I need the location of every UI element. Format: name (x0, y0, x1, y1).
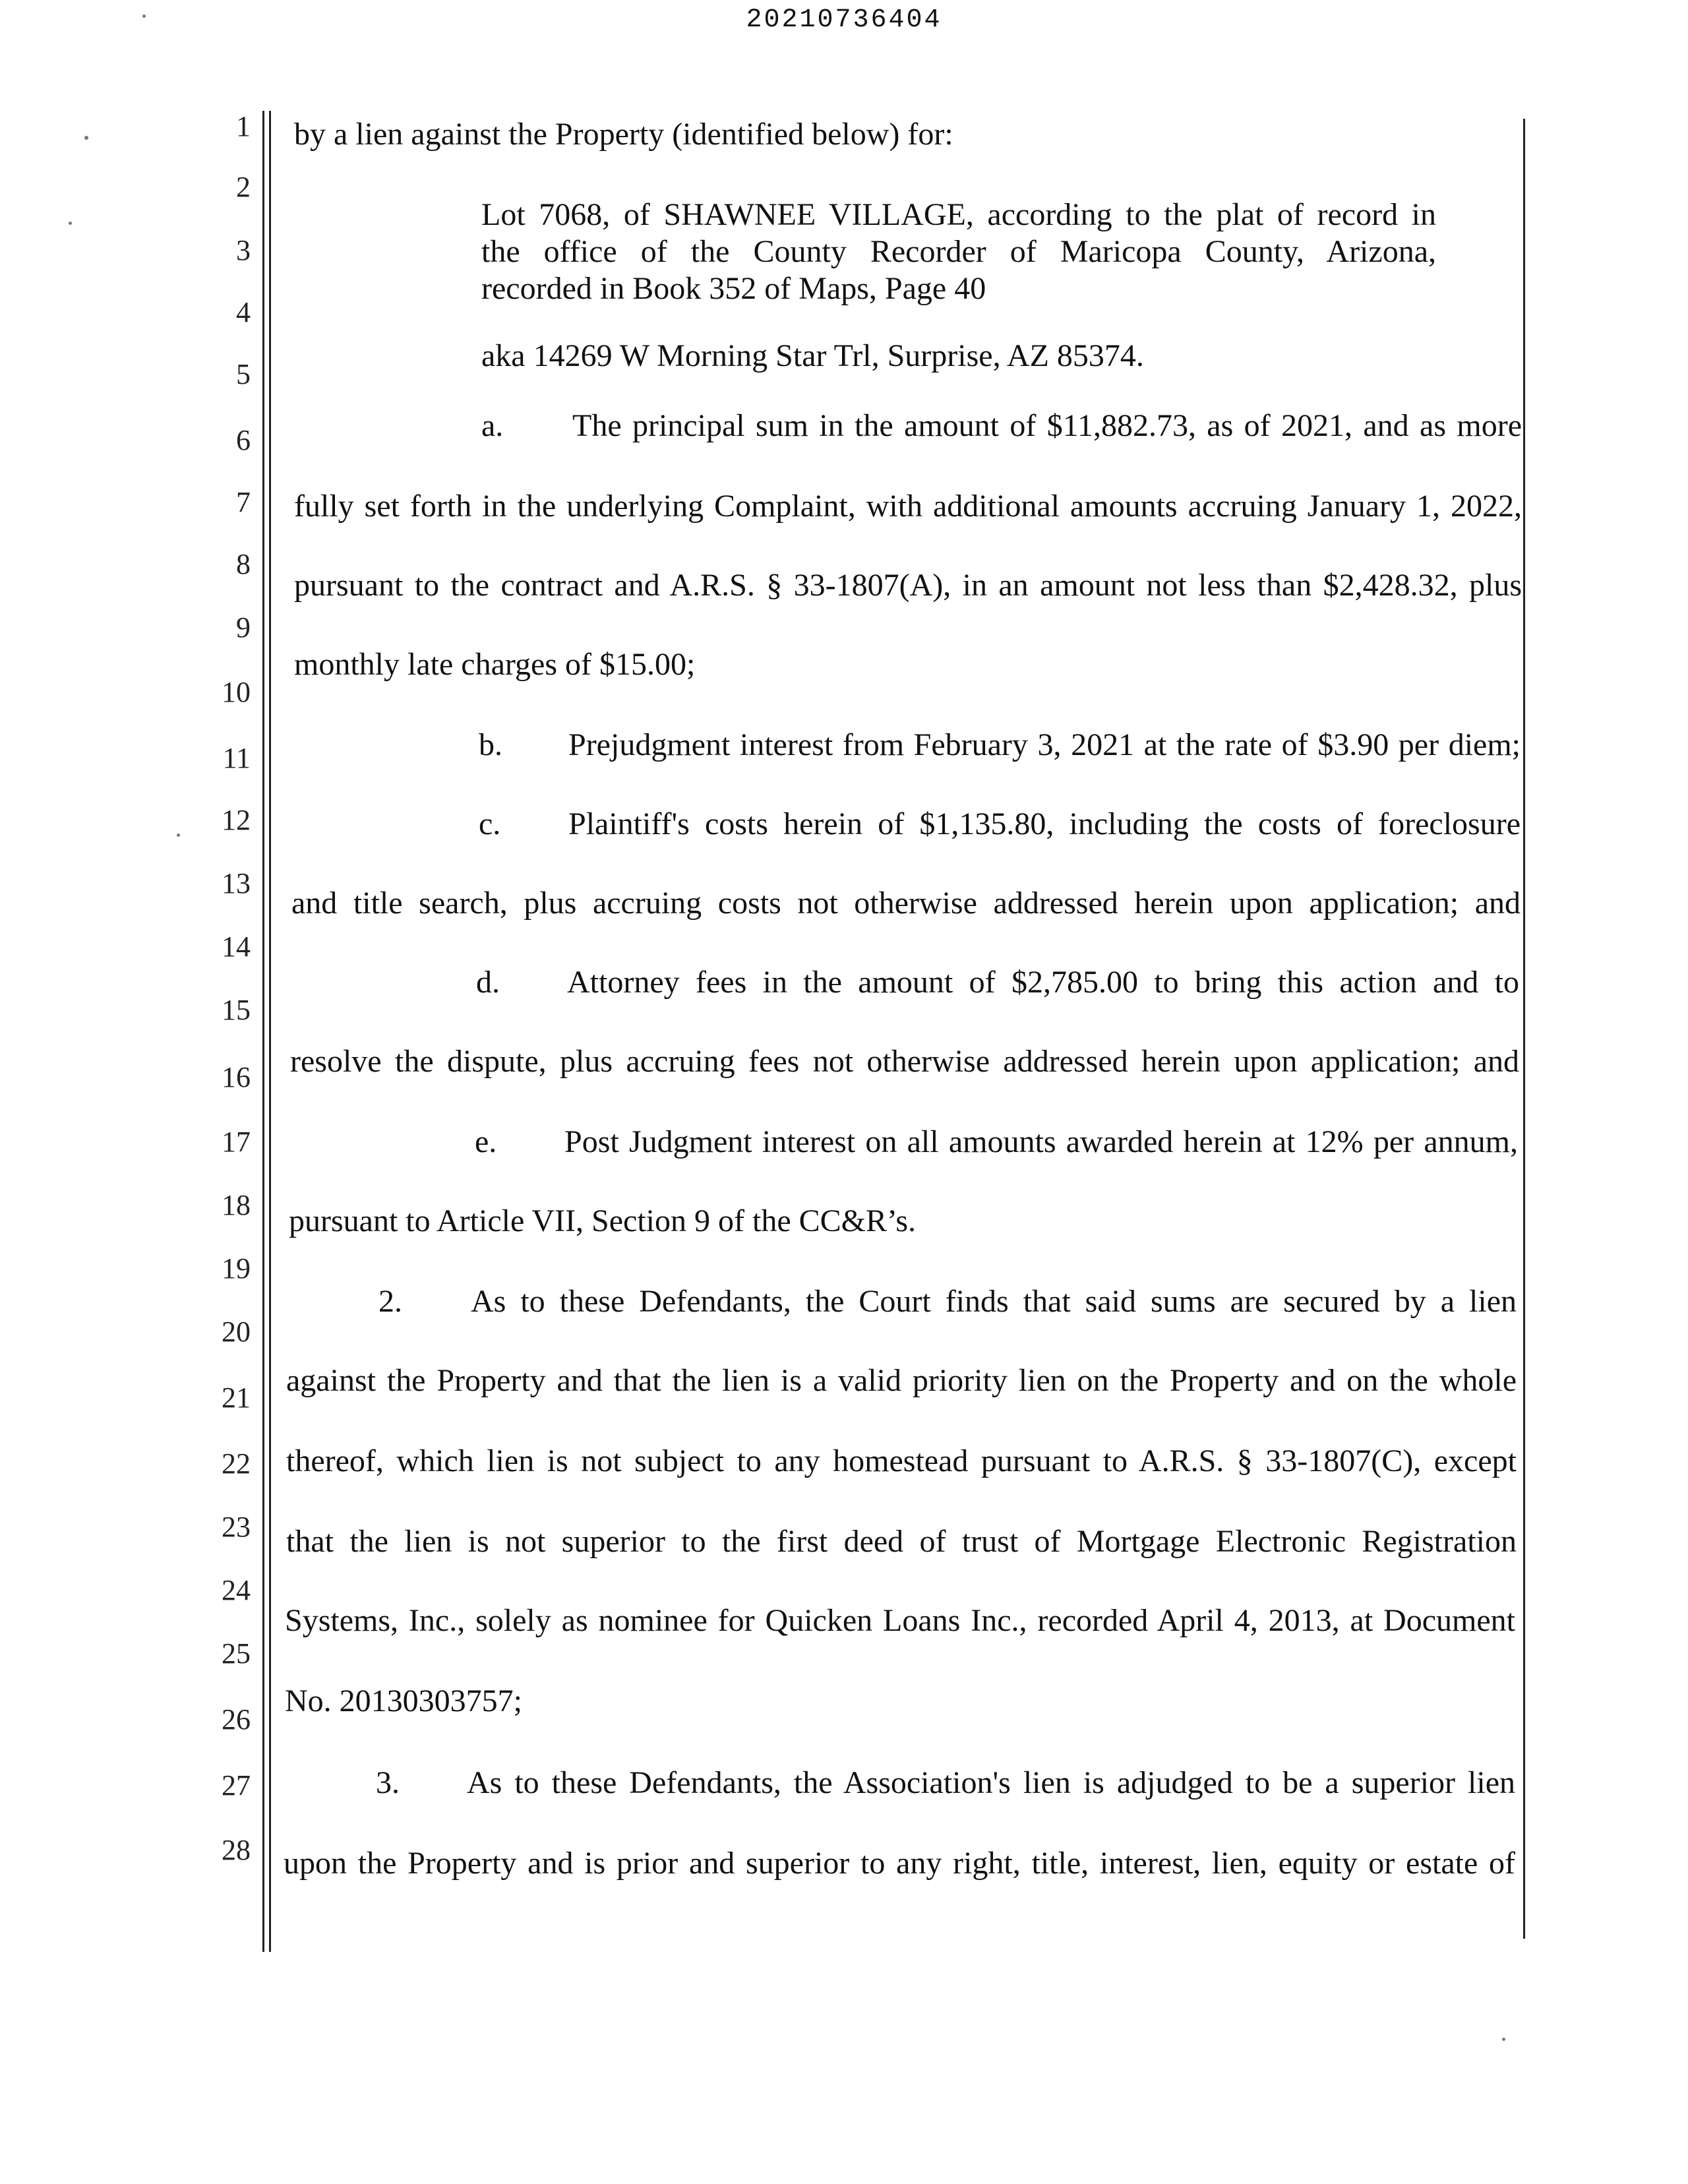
item-b-line: Prejudgment interest from February 3, 2021 at the rate of $3.90 per diem; (568, 727, 1521, 762)
paragraph-3-label: 3. (376, 1765, 400, 1800)
item-a-line: pursuant to the contract and A.R.S. § 33-1807(A), in an amount not less than $2,428.32, plus (294, 568, 1522, 603)
item-e-label: e. (475, 1124, 497, 1159)
paragraph-3-line: As to these Defendants, the Association's lien is adjudged to be a superior lien (467, 1765, 1515, 1800)
line-number: 7 (236, 486, 251, 518)
paragraph-2-line: that the lien is not superior to the first deed of trust of Mortgage Electronic Registration (286, 1524, 1517, 1559)
line-number: 19 (222, 1252, 251, 1285)
paragraph-2-line: against the Property and that the lien is a valid priority lien on the Property and on the whole (286, 1363, 1517, 1398)
line-number: 8 (236, 548, 251, 580)
paragraph-2-line: thereof, which lien is not subject to any homestead pursuant to A.R.S. § 33-1807(C), except (286, 1443, 1517, 1478)
paragraph-3-line: upon the Property and is prior and superior to any right, title, interest, lien, equity or estate of (284, 1846, 1515, 1881)
line-number: 24 (222, 1574, 251, 1606)
line-number: 15 (222, 994, 251, 1026)
line-number: 5 (236, 358, 251, 390)
right-margin-rule (1523, 119, 1525, 1939)
item-b-label: b. (479, 727, 502, 762)
line-number: 2 (236, 171, 251, 203)
line-number: 16 (222, 1061, 251, 1093)
line-number: 9 (236, 611, 251, 644)
paragraph-2-line: No. 20130303757; (285, 1684, 522, 1718)
line-number: 10 (222, 676, 251, 708)
line-number: 13 (222, 867, 251, 899)
paragraph-2-label: 2. (378, 1284, 402, 1319)
item-e-line: Post Judgment interest on all amounts awarded herein at 12% per annum, (564, 1124, 1518, 1159)
item-c-line: and title search, plus accruing costs not otherwise addressed herein upon application; and (291, 886, 1521, 921)
item-d-line: Attorney fees in the amount of $2,785.00 to bring this action and to (567, 965, 1519, 1000)
scan-speck (177, 834, 180, 837)
item-c-line: Plaintiff's costs herein of $1,135.80, including the costs of foreclosure (568, 806, 1521, 841)
line-number: 26 (222, 1703, 251, 1736)
line-number: 12 (222, 804, 251, 836)
left-margin-rule-inner (269, 111, 271, 1952)
line-number: 11 (222, 742, 251, 774)
line-number: 17 (222, 1126, 251, 1158)
item-e-line: pursuant to Article VII, Section 9 of the CC&R’s. (289, 1203, 917, 1238)
item-a-line: fully set forth in the underlying Complaint, with additional amounts accruing January 1, 2022, (294, 489, 1522, 524)
item-a-line: The principal sum in the amount of $11,882.73, as of 2021, and as more (572, 408, 1522, 443)
line-number: 28 (222, 1834, 251, 1866)
scan-speck (84, 136, 88, 140)
item-a-line: monthly late charges of $15.00; (294, 647, 696, 682)
left-margin-rule-outer (262, 111, 264, 1952)
scan-speck (142, 15, 146, 18)
line-number: 6 (236, 424, 251, 456)
scan-speck (69, 222, 72, 225)
line-number: 3 (236, 234, 251, 266)
document-number: 20210736404 (746, 5, 942, 35)
line-number: 20 (222, 1316, 251, 1348)
item-c-label: c. (479, 806, 501, 841)
line-number: 18 (222, 1189, 251, 1221)
legal-description-line: recorded in Book 352 of Maps, Page 40 (481, 271, 986, 306)
line-number: 25 (222, 1637, 251, 1670)
paragraph-2-line: Systems, Inc., solely as nominee for Quicken Loans Inc., recorded April 4, 2013, at Document (285, 1603, 1515, 1638)
line-number: 14 (222, 930, 251, 963)
scan-speck (1502, 2038, 1505, 2041)
legal-description-line: the office of the County Recorder of Maricopa County, Arizona, (481, 234, 1436, 269)
line-number: 27 (222, 1769, 251, 1802)
line-number: 4 (236, 296, 251, 328)
intro-line: by a lien against the Property (identified below) for: (294, 117, 953, 152)
item-a-label: a. (481, 408, 504, 443)
legal-description-line: Lot 7068, of SHAWNEE VILLAGE, according to the plat of record in (481, 197, 1436, 232)
property-address: aka 14269 W Morning Star Trl, Surprise, AZ 85374. (481, 338, 1144, 373)
item-d-line: resolve the dispute, plus accruing fees not otherwise addressed herein upon application; and (290, 1044, 1519, 1079)
line-number: 23 (222, 1511, 251, 1543)
line-number: 21 (222, 1381, 251, 1414)
item-d-label: d. (476, 965, 500, 1000)
line-number: 1 (236, 110, 251, 142)
paragraph-2-line: As to these Defendants, the Court finds that said sums are secured by a lien (471, 1284, 1517, 1319)
line-number: 22 (222, 1447, 251, 1480)
